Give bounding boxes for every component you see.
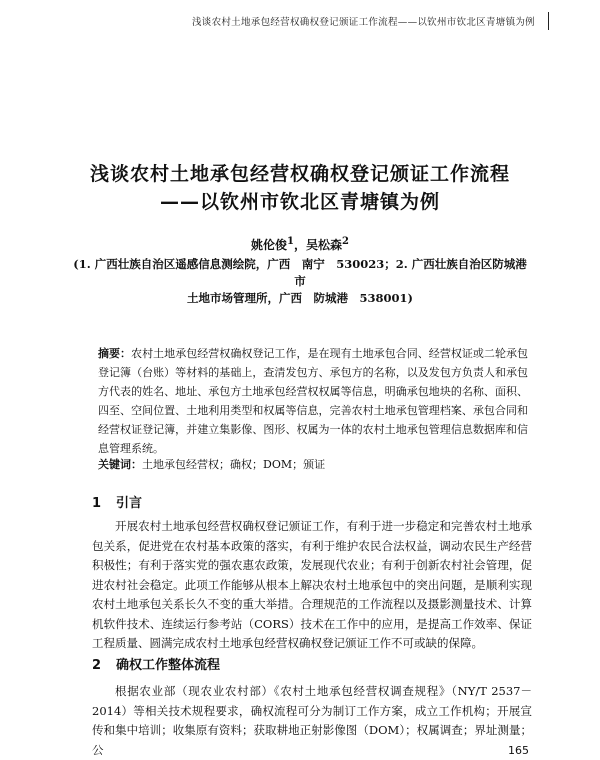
section-1-title: 引言 [116, 496, 143, 511]
affiliation-line-1: (1. 广西壮族自治区遥感信息测绘院，广西 南宁 530023；2. 广西壮族自治区防城港市 [73, 257, 527, 288]
abstract-label: 摘要： [98, 347, 132, 360]
article-title [0, 160, 600, 216]
section-2-number: 2 [92, 658, 102, 673]
running-head-rule [548, 12, 549, 30]
keywords [98, 456, 528, 474]
author-separator: ， [293, 238, 306, 252]
abstract-text: 农村土地承包经营权确权登记工作，是在现有土地承包合同、经营权证或二轮承包登记簿（台账）等材料的基础上，查清发包方、承包方的名称，以及发包方负责人和承包方代表的姓名、地址、承包方土地承包经营权权属等信息，明确承包地块的名称、面积、四至、空间位置、土地利用类型和权属等信息，完善农村土地承包管理档案、承包合同和经营权证登记簿，并建立集影像、图形、权属为一体的农村土地承包管理信息数据库和信息管理系统。 [98, 347, 529, 455]
author-list [0, 236, 600, 253]
keywords-text: 土地承包经营权；确权；DOM；颁证 [142, 458, 326, 471]
running-head: 浅谈农村土地承包经营权确权登记颁证工作流程——以钦州市钦北区青塘镇为例 [191, 17, 535, 28]
section-1-heading [92, 492, 142, 511]
section-2-heading [92, 654, 220, 673]
affiliation-line-2: 土地市场管理所，广西 防城港 538001) [187, 291, 413, 305]
title-line-1: 浅谈农村土地承包经营权确权登记颁证工作流程 [89, 163, 510, 185]
section-1-paragraph: 开展农村土地承包经营权确权登记颁证工作，有利于进一步稳定和完善农村土地承包关系，促进党在农村基本政策的落实，有利于维护农民合法权益，调动农民生产经营积极性；有利于落实党的强农惠农政策，发展现代农业；有利于创新农村社会管理，促进农村社会稳定。此项工作能够从根本上解决农村土地承包中的突出问题，是顺利实现农村土地承包关系长久不变的重大举措。合理规范的工作流程以及摄影测量技术、计算机软件技术、连续运行参考站（CORS）技术在工作中的应用，是提高工作效率、保证工程质量、圆满完成农村土地承包经营权确权登记颁证工作不可或缺的保障。 [92, 519, 532, 650]
section-1-body [92, 517, 532, 654]
author-2-affil-mark: 2 [342, 236, 349, 247]
author-2: 吴松森 [306, 238, 343, 252]
section-2-paragraph: 根据农业部（现农业农村部）《农村土地承包经营权调查规程》（NY/T 2537－2014）等相关技术规程要求，确权流程可分为制订工作方案，成立工作机构；开展宣传和集中培训；收集原有资料；获取耕地正射影像图（DOM）；权属调查；界址测量；公 [92, 684, 532, 757]
section-2-title: 确权工作整体流程 [116, 658, 221, 673]
author-1: 姚伦俊 [251, 238, 288, 252]
affiliations [70, 256, 530, 307]
author-1-affil-mark: 1 [287, 236, 294, 247]
page-number: 165 [508, 744, 529, 757]
title-line-2: ——以钦州市钦北区青塘镇为例 [159, 191, 440, 213]
section-1-number: 1 [92, 496, 102, 511]
keywords-label: 关键词： [98, 458, 142, 471]
abstract [98, 344, 528, 458]
